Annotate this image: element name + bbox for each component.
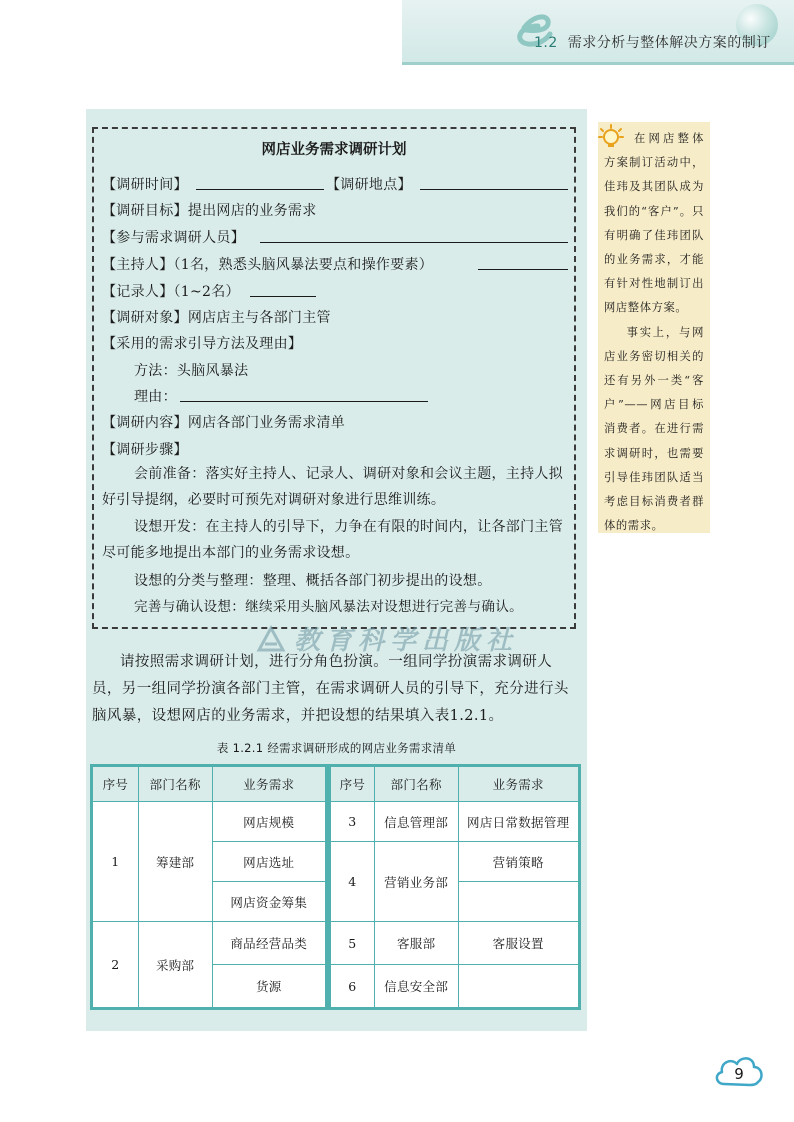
time-label: 【调研时间】 [102, 177, 188, 193]
row-req: 商品经营品类 [212, 922, 326, 965]
host-value: （1名，熟悉头脑风暴法要点和操作要素） [173, 257, 434, 273]
recorder-line [102, 281, 240, 301]
recorder-blank [250, 296, 316, 297]
table-row [331, 802, 579, 842]
step-develop: 设想开发：在主持人的引导下，力争在有限的时间内，让各部门主管尽可能多地提出本部门的业务需求设想。 [102, 519, 563, 561]
row-req: 网店选址 [212, 842, 326, 882]
row-req: 客服设置 [458, 922, 579, 965]
row-req: 营销策略 [458, 842, 579, 882]
recorder-value: （1~2名） [173, 284, 240, 300]
header-dept: 部门名称 [138, 767, 212, 802]
row-no: 6 [331, 965, 375, 1008]
recorder-label: 【记录人】 [102, 284, 174, 300]
method-value: 方法：头脑风暴法 [134, 363, 249, 379]
section-title: 需求分析与整体解决方案的制订 [567, 35, 771, 51]
row-no: 2 [93, 922, 139, 1008]
table-row [331, 965, 579, 1008]
step-prepare: 会前准备：落实好主持人、记录人、调研对象和会议主题，主持人拟好引导提纲，必要时可预先对调研对象进行思维训练。 [102, 466, 563, 508]
content-value: 网店各部门业务需求清单 [187, 415, 346, 431]
row-no: 3 [331, 802, 375, 842]
table-row [331, 922, 579, 965]
header-req: 业务需求 [212, 767, 326, 802]
lightbulb-icon [598, 124, 624, 150]
staff-blank [260, 242, 568, 243]
header-no: 序号 [331, 767, 375, 802]
host-label: 【主持人】 [102, 257, 174, 273]
table-row [93, 802, 326, 842]
object-label: 【调研对象】 [102, 310, 188, 326]
staff-label: 【参与需求调研人员】 [102, 230, 245, 246]
reason-label: 理由： [134, 389, 177, 405]
row-dept: 采购部 [138, 922, 212, 1008]
side-note-p2: 事实上，与网店业务密切相关的还有另外一类“客户”——网店目标消费者。在进行需求调研时，也需要引导佳玮团队适当考虑目标消费者群体的需求。 [604, 325, 704, 533]
steps-label: 【调研步骤】 [102, 442, 188, 458]
table-row [93, 922, 326, 965]
requirements-table-left [92, 766, 326, 1008]
row-req: 网店规模 [212, 802, 326, 842]
object-line [102, 307, 331, 327]
object-value: 网店店主与各部门主管 [187, 310, 331, 326]
page-number: 9 [734, 1065, 744, 1083]
row-no: 5 [331, 922, 375, 965]
row-dept: 客服部 [374, 922, 458, 965]
method-label: 【采用的需求引导方法及理由】 [102, 336, 303, 352]
host-line [102, 254, 433, 274]
header-req: 业务需求 [458, 767, 579, 802]
row-dept: 信息管理部 [374, 802, 458, 842]
row-req: 货源 [212, 965, 326, 1008]
section-number: 1.2 [534, 35, 558, 51]
content-line [102, 412, 345, 432]
table-caption: 表 1.2.1 经需求调研形成的网店业务需求清单 [216, 741, 457, 755]
row-no: 4 [331, 842, 375, 922]
watermark: 教育科学出版社 [294, 626, 519, 656]
row-req: 网店资金筹集 [212, 882, 326, 922]
header-no: 序号 [93, 767, 139, 802]
goal-value: 提出网店的业务需求 [187, 203, 317, 219]
side-note-p1: 在网店整体方案制订活动中，佳玮及其团队成为我们的“客户”。只有明确了佳玮团队的业务需求，才能有针对性地制订出网店整体方案。 [604, 132, 704, 315]
header-dept: 部门名称 [374, 767, 458, 802]
row-req [458, 882, 579, 922]
row-dept: 营销业务部 [374, 842, 458, 922]
requirements-table-right [330, 766, 579, 1008]
row-req [458, 965, 579, 1008]
content-label: 【调研内容】 [102, 415, 188, 431]
goal-line [102, 200, 317, 220]
side-note [598, 122, 710, 533]
row-no: 1 [93, 802, 139, 922]
goal-label: 【调研目标】 [102, 203, 188, 219]
place-label: 【调研地点】 [326, 177, 412, 193]
section-header [534, 32, 771, 52]
table-row [331, 842, 579, 882]
instruction-text: 请按照需求调研计划，进行分角色扮演。一组同学扮演需求调研人员，另一组同学扮演各部门主管，在需求调研人员的引导下，充分进行头脑风暴，设想网店的业务需求，并把设想的结果填入表1.2.1。 [92, 654, 569, 724]
step-classify: 设想的分类与整理：整理、概括各部门初步提出的设想。 [134, 573, 492, 589]
place-blank [420, 189, 568, 190]
time-blank [196, 189, 324, 190]
row-req: 网店日常数据管理 [458, 802, 579, 842]
row-dept: 筹建部 [138, 802, 212, 922]
step-confirm: 完善与确认设想：继续采用头脑风暴法对设想进行完善与确认。 [134, 599, 524, 615]
row-dept: 信息安全部 [374, 965, 458, 1008]
host-blank [478, 269, 568, 270]
reason-blank [180, 401, 428, 402]
plan-title: 网店业务需求调研计划 [261, 142, 407, 158]
